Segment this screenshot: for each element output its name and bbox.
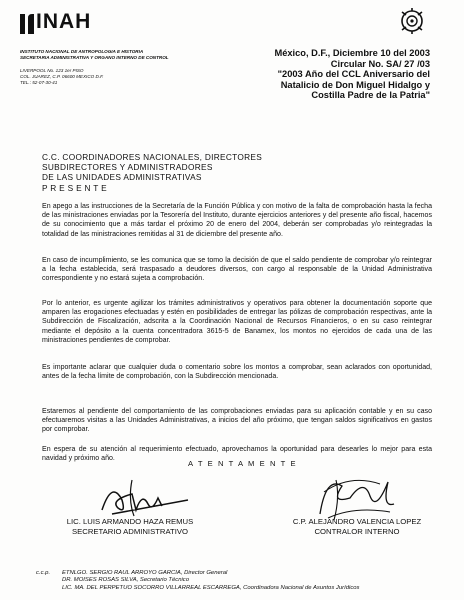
copy-recipient: DR. MOISES ROSAS SILVA, Secretario Técnico — [62, 577, 190, 584]
body-paragraph: En apego a las instrucciones de la Secretaría de la Función Pública y con motivo de la falta de comprobación hasta la fecha de las ministraciones enviadas por la Tesorería del Instituto, durante ejercicios anteriores y del presente año fiscal, hacemos de su conocimiento que a más tardar el próximo 20 de enero del 2004, deberán ser comprobadas y/o reintegradas la totalidad de las ministraciones remitidas al 31 de diciembre del presente año. — [42, 203, 432, 238]
signer-left — [40, 517, 220, 537]
motto-line: Costilla Padre de la Patria" — [311, 90, 430, 101]
institute-address: LIVERPOOL No. 123 1er PISO COL. JUAREZ, C.P. 06600 MEXICO D.F. TEL.: 52-07-30-41 — [20, 68, 104, 85]
copy-label: c.c.p. — [36, 570, 51, 576]
copy-recipient: ETNLGO. SERGIO RAUL ARROYO GARCIA, Director General — [62, 570, 228, 576]
recipients-block: C.C. COORDINADORES NACIONALES, DIRECTORES SUBDIRECTORES Y ADMINISTRADORES DE LAS UNIDADES ADMINISTRATIVAS P R E S E N T E — [42, 152, 263, 193]
signer-name: LIC. LUIS ARMANDO HAZA REMUS — [66, 517, 194, 526]
closing-salutation: A T E N T A M E N T E — [188, 459, 298, 468]
institute-name: INSTITUTO NACIONAL DE ANTROPOLOGIA E HISTORIA SECRETARIA ADMINISTRATIVA Y ORGANO INTERNO DE CONTROL — [20, 49, 169, 60]
body-paragraph: Estaremos al pendiente del comportamiento de las comprobaciones enviadas para su aplicación contable y en su caso efectuaremos visitas a las Unidades Administrativas, a inicios del año próximo, que tengan saldos significativos en gastos por comprobar. — [42, 408, 432, 434]
body-paragraph: En espera de su atención al requerimiento efectuado, aprovechamos la oportunidad para desearles lo mejor para esta navidad y próximo año. — [42, 446, 432, 463]
signer-title: SECRETARIO ADMINISTRATIVO — [72, 527, 188, 536]
seal-icon — [398, 8, 426, 34]
letter-header-right — [274, 48, 430, 101]
copy-recipient: LIC. MA. DEL PERPETUO SOCORRO VILLARREAL ESCARREGA, Coordinadora Nacional de Asuntos Jurídicos — [62, 584, 360, 591]
signer-name: C.P. ALEJANDRO VALENCIA LOPEZ — [292, 517, 422, 526]
place-date: México, D.F., Diciembre 10 del 2003 — [274, 48, 430, 58]
motto-line: "2003 Año del CCL Aniversario del — [277, 69, 430, 80]
body-paragraph: Es importante aclarar que cualquier duda o comentario sobre los montos a comprobar, sean aclarados con oportunidad, antes de la fecha límite de comprobación, con la Subdirección mencionada. — [42, 364, 432, 381]
motto-line: Natalicio de Don Miguel Hidalgo y — [280, 79, 430, 90]
circular-number: Circular No. SA/ 27 /03 — [330, 58, 430, 69]
signature-left-icon — [92, 470, 202, 520]
signer-right — [272, 517, 442, 537]
signer-title: CONTRALOR INTERNO — [314, 527, 400, 536]
body-paragraph: Por lo anterior, es urgente agilizar los trámites administrativos y operativos para obtener la documentación soporte que amparen las erogaciones efectuadas y estén en posibilidades de entregar las pólizas de comprobación respectivas, ante la Subdirección de Fiscalización, adscrita a la Coordinación Nacional de Recursos Financieros, o en su caso reintegrar mediante el depósito a la cuenta concentradora 3615-5 de Banamex, los montos no ejercidos de cada una de las ministraciones pendientes de comprobar. — [42, 300, 432, 344]
body-paragraph: En caso de incumplimiento, se les comunica que se tomo la decisión de que el saldo pendiente de comprobar y/o reintegrar a la fecha establecida, será traspasado a deudores diversos, con cargo al responsable de la Unidad Administrativa correspondiente y no estará sujeta a comprobación. — [42, 257, 432, 283]
copy-list — [36, 570, 360, 592]
signature-right-icon — [310, 468, 400, 524]
logo-wordmark: INAH — [36, 10, 92, 33]
